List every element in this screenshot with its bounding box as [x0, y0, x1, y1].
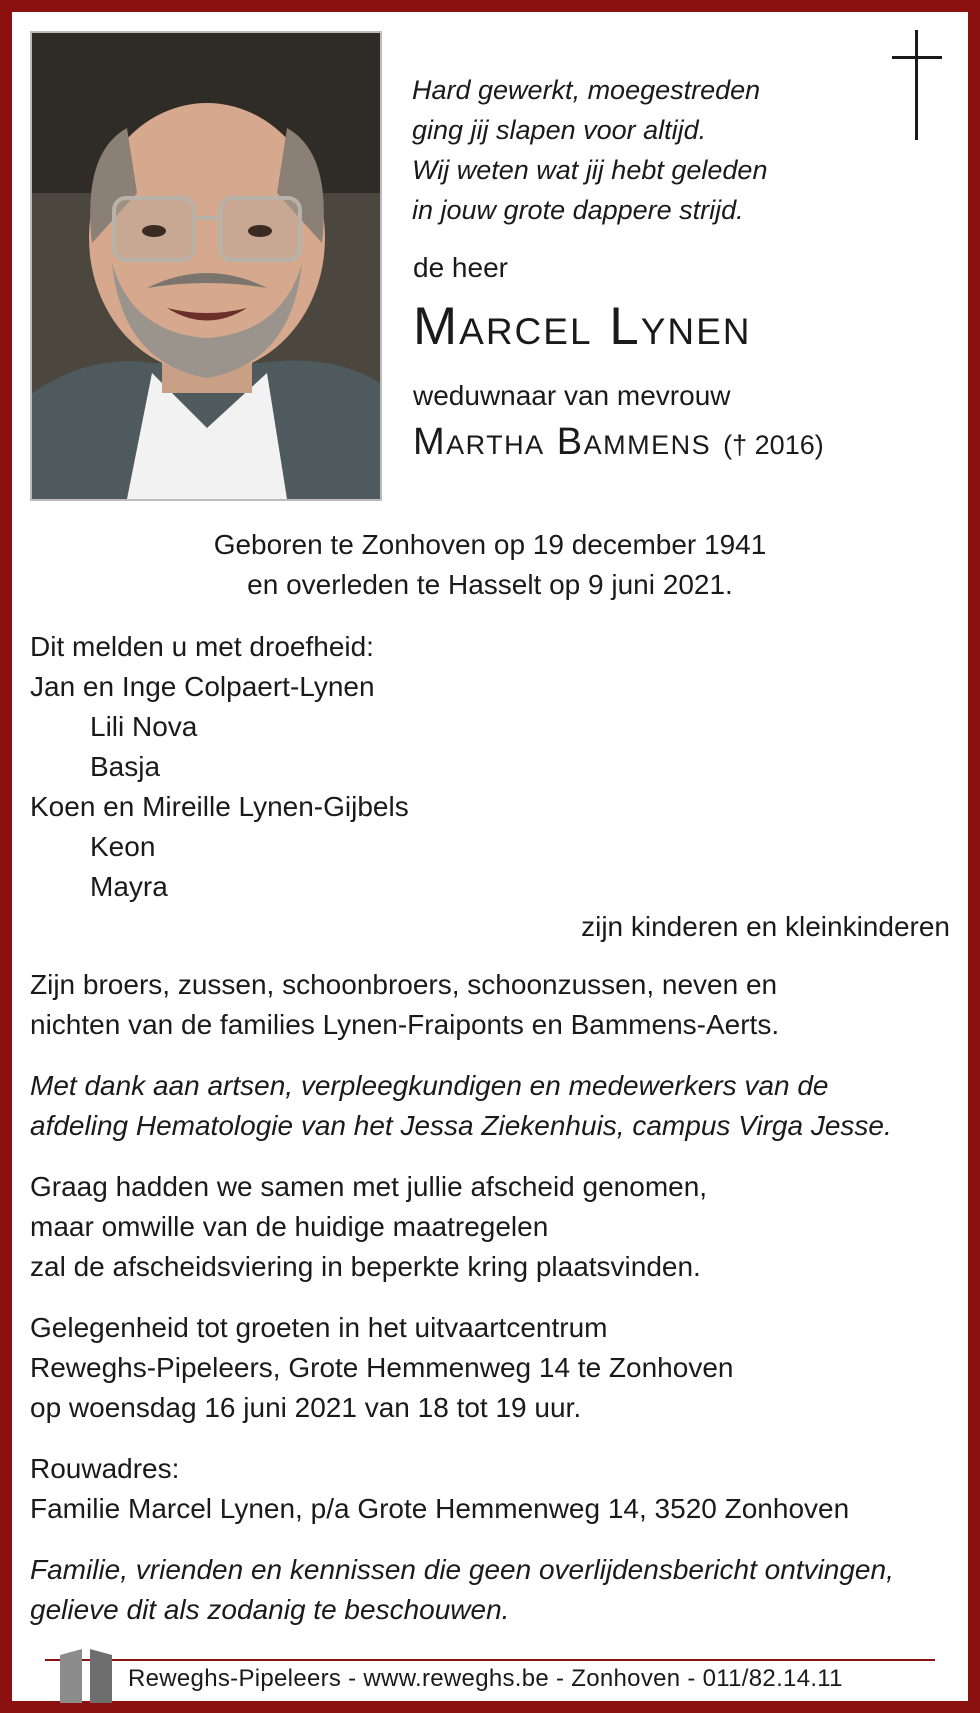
address-value: Familie Marcel Lynen, p/a Grote Hemmenweg 14, 3520 Zonhoven — [30, 1493, 850, 1524]
spouse-name: Martha Bammens — [413, 421, 712, 463]
footer-divider — [45, 1659, 935, 1661]
family-member: Mayra — [90, 871, 168, 902]
farewell — [30, 1167, 707, 1287]
thanks-line: afdeling Hematologie van het Jessa Ziekenhuis, campus Virga Jesse. — [30, 1110, 892, 1141]
family-member: Koen en Mireille Lynen-Gijbels — [30, 791, 409, 822]
cross-icon — [892, 30, 942, 140]
spouse-name-line — [413, 418, 824, 469]
farewell-line: Graag hadden we samen met jullie afscheid genomen, — [30, 1171, 708, 1202]
poem — [412, 70, 767, 230]
family-relation: zijn kinderen en kleinkinderen — [581, 911, 950, 942]
relatives — [30, 965, 779, 1045]
birth-death-dates — [0, 525, 980, 605]
poem-line: ging jij slapen voor altijd. — [412, 115, 707, 145]
closing-note — [30, 1550, 894, 1630]
thanks — [30, 1066, 892, 1146]
footer-contact: Reweghs-Pipeleers - www.reweghs.be - Zonhoven - 011/82.14.11 — [128, 1665, 843, 1692]
visit-line: Reweghs-Pipeleers, Grote Hemmenweg 14 te Zonhoven — [30, 1352, 734, 1383]
family-member: Jan en Inge Colpaert-Lynen — [30, 671, 375, 702]
visit-line: Gelegenheid tot groeten in het uitvaartcentrum — [30, 1312, 608, 1343]
funeral-home-logo-icon — [58, 1643, 118, 1703]
family-member: Lili Nova — [90, 711, 198, 742]
visit-line: op woensdag 16 juni 2021 van 18 tot 19 uur. — [30, 1392, 582, 1423]
farewell-line: zal de afscheidsviering in beperkte kring plaatsvinden. — [30, 1251, 701, 1282]
thanks-line: Met dank aan artsen, verpleegkundigen en medewerkers van de — [30, 1070, 829, 1101]
spouse-year: († 2016) — [723, 430, 824, 460]
portrait-illustration — [32, 33, 380, 499]
deceased-name: Marcel Lynen — [413, 297, 752, 356]
family-intro: Dit melden u met droefheid: — [30, 631, 374, 662]
mourning-address — [30, 1449, 849, 1529]
widower-line: weduwnaar van mevrouw — [413, 380, 731, 411]
born-line: Geboren te Zonhoven op 19 december 1941 — [213, 529, 767, 560]
poem-line: Hard gewerkt, moegestreden — [412, 75, 761, 105]
family-list — [30, 627, 409, 907]
closing-line: gelieve dit als zodanig te beschouwen. — [30, 1594, 510, 1625]
poem-line: Wij weten wat jij hebt geleden — [412, 155, 768, 185]
farewell-line: maar omwille van de huidige maatregelen — [30, 1211, 549, 1242]
relatives-line: nichten van de families Lynen-Fraiponts en Bammens-Aerts. — [30, 1009, 780, 1040]
portrait-photo — [30, 31, 382, 501]
born-line: en overleden te Hasselt op 9 juni 2021. — [247, 569, 733, 600]
family-member: Keon — [90, 831, 156, 862]
family-member: Basja — [90, 751, 161, 782]
poem-line: in jouw grote dappere strijd. — [412, 195, 744, 225]
salutation: de heer — [413, 252, 508, 283]
visitation — [30, 1308, 733, 1428]
closing-line: Familie, vrienden en kennissen die geen overlijdensbericht ontvingen, — [30, 1554, 894, 1585]
relatives-line: Zijn broers, zussen, schoonbroers, schoonzussen, neven en — [30, 969, 778, 1000]
address-label: Rouwadres: — [30, 1453, 180, 1484]
